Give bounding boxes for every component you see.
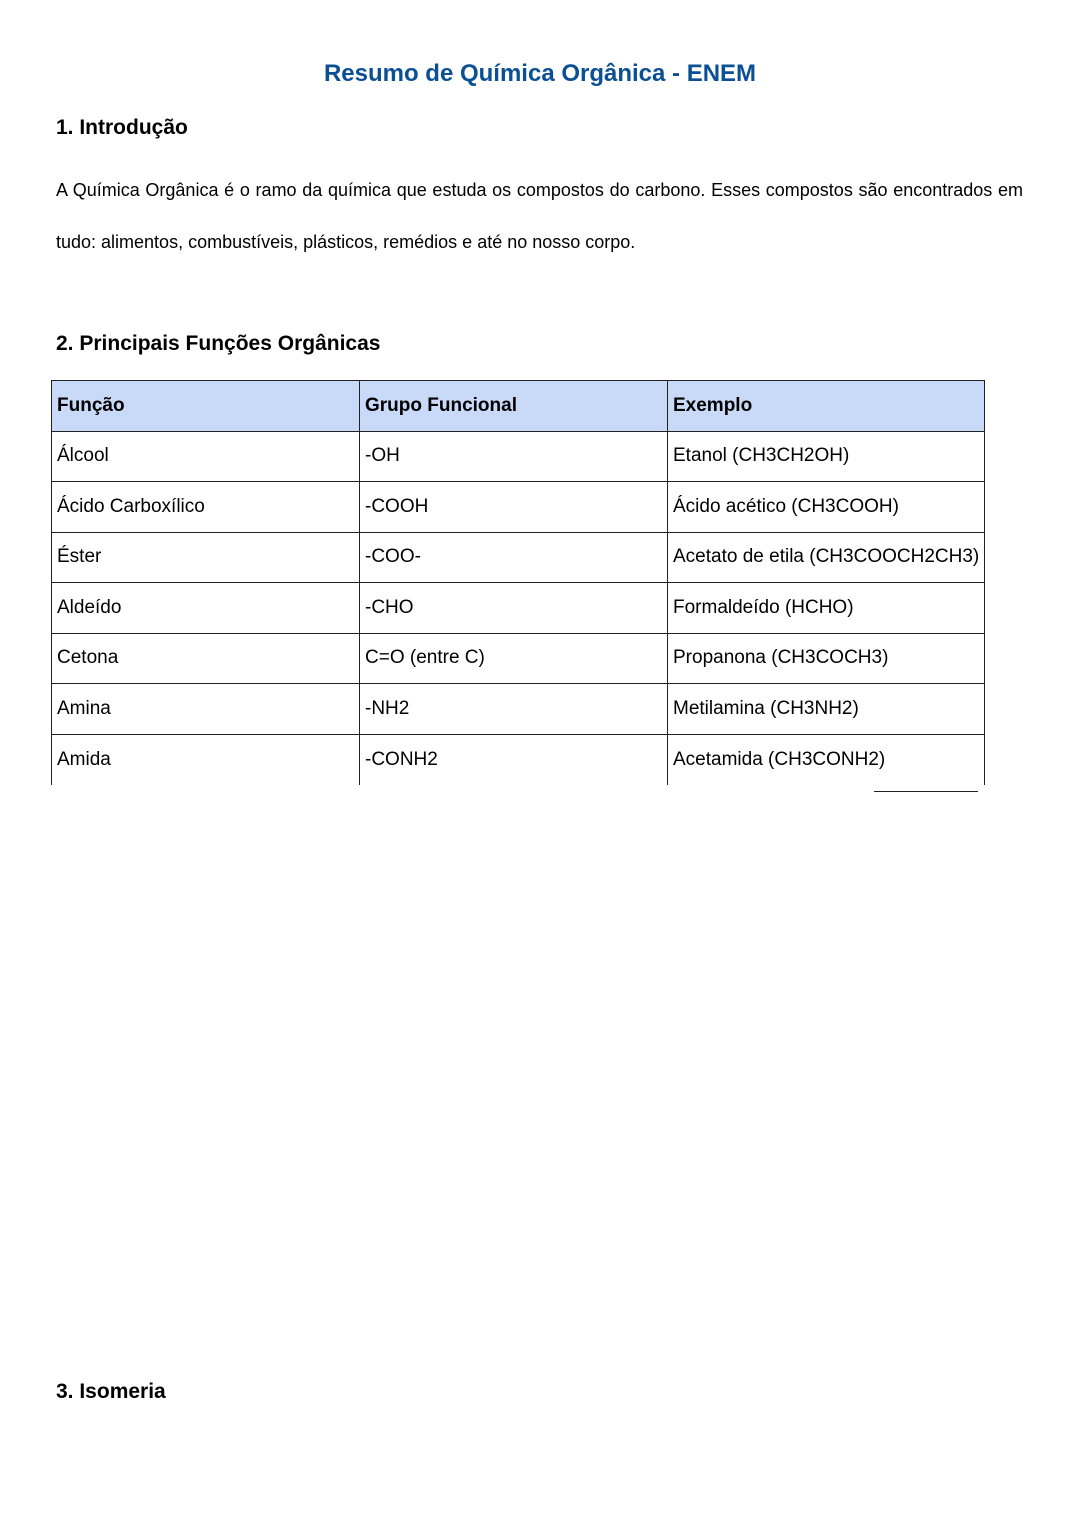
cell-grupo: -CONH2 <box>360 734 668 785</box>
cell-grupo: -OH <box>360 431 668 482</box>
table-bottom-border-fragment <box>874 791 978 792</box>
cell-exemplo: Formaldeído (HCHO) <box>668 583 985 634</box>
table-row <box>52 482 985 533</box>
table-row <box>52 633 985 684</box>
cell-funcao: Aldeído <box>52 583 360 634</box>
table-header-row <box>52 381 985 432</box>
cell-grupo: -NH2 <box>360 684 668 735</box>
table-row <box>52 532 985 583</box>
cell-funcao: Amina <box>52 684 360 735</box>
header-funcao: Função <box>52 381 360 432</box>
cell-grupo: -COO- <box>360 532 668 583</box>
cell-exemplo: Etanol (CH3CH2OH) <box>668 431 985 482</box>
functions-table <box>51 380 985 785</box>
table-row <box>52 734 985 785</box>
header-grupo: Grupo Funcional <box>360 381 668 432</box>
table-row <box>52 431 985 482</box>
section-heading-isomeria: 3. Isomeria <box>56 1380 166 1403</box>
cell-exemplo: Acetamida (CH3CONH2) <box>668 734 985 785</box>
document-title: Resumo de Química Orgânica - ENEM <box>323 60 757 87</box>
cell-funcao: Álcool <box>52 431 360 482</box>
cell-exemplo: Metilamina (CH3NH2) <box>668 684 985 735</box>
table-row <box>52 583 985 634</box>
cell-funcao: Cetona <box>52 633 360 684</box>
cell-exemplo: Acetato de etila (CH3COOCH2CH3) <box>668 532 985 583</box>
cell-funcao: Amida <box>52 734 360 785</box>
cell-grupo: -COOH <box>360 482 668 533</box>
header-exemplo: Exemplo <box>668 381 985 432</box>
cell-grupo: C=O (entre C) <box>360 633 668 684</box>
section-heading-introducao: 1. Introdução <box>56 116 188 139</box>
cell-funcao: Éster <box>52 532 360 583</box>
table-row <box>52 684 985 735</box>
cell-funcao: Ácido Carboxílico <box>52 482 360 533</box>
cell-grupo: -CHO <box>360 583 668 634</box>
cell-exemplo: Propanona (CH3COCH3) <box>668 633 985 684</box>
cell-exemplo: Ácido acético (CH3COOH) <box>668 482 985 533</box>
intro-paragraph: A Química Orgânica é o ramo da química que estuda os compostos do carbono. Esses compostos são encontrados em tudo: alimentos, combustíveis, plásticos, remédios e até no nosso corpo. <box>56 180 1023 252</box>
section-heading-funcoes: 2. Principais Funções Orgânicas <box>56 332 381 355</box>
